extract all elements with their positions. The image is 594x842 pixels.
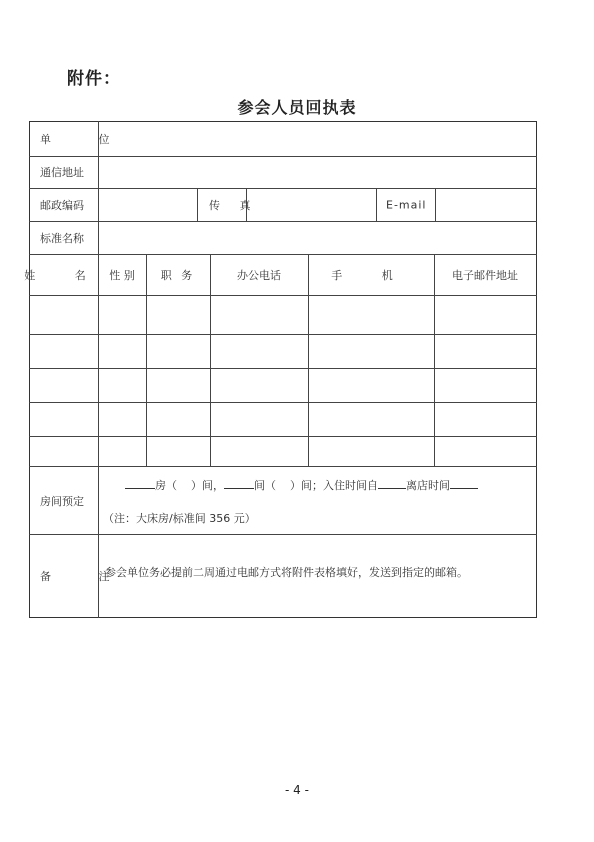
row-divider <box>29 368 537 369</box>
remarks-text: 参会单位务必提前二周通过电邮方式将附件表格填好，发送到指定的邮箱。 <box>105 566 468 579</box>
standard-name-label: 标准名称 <box>40 232 84 245</box>
room-type-close: ）间， <box>191 479 224 492</box>
column-divider <box>434 254 435 466</box>
checkout-label: 离店时间 <box>406 479 450 492</box>
checkout-date-blank[interactable] <box>450 477 478 489</box>
row-divider <box>29 334 537 335</box>
room2-label: 间（ <box>254 479 276 492</box>
column-header-email-address: 电子邮件地址 <box>452 269 518 282</box>
page-number: - 4 - <box>285 783 309 797</box>
column-divider <box>308 254 309 466</box>
address-label: 通信地址 <box>40 166 84 179</box>
room-count-blank[interactable] <box>125 477 155 489</box>
row-divider <box>29 466 537 467</box>
attachment-label: 附件： <box>67 69 121 89</box>
column-header-gender: 性 别 <box>109 269 135 282</box>
remarks-label: 备 注 <box>40 570 132 583</box>
room-booking-label: 房间预定 <box>40 495 84 508</box>
row-divider <box>29 188 537 189</box>
checkin-date-blank[interactable] <box>378 477 406 489</box>
checkin-label: ）间；入住时间自 <box>290 479 378 492</box>
column-header-office-phone: 办公电话 <box>237 269 281 282</box>
column-divider <box>197 188 198 221</box>
row-divider <box>29 295 537 296</box>
row-divider <box>29 534 537 535</box>
row-divider <box>29 156 537 157</box>
column-divider <box>210 254 211 466</box>
column-divider <box>376 188 377 221</box>
column-divider <box>435 188 436 221</box>
column-header-mobile: 手 机 <box>331 269 411 282</box>
room2-count-blank[interactable] <box>224 477 254 489</box>
label-column-divider <box>98 121 99 618</box>
column-header-position: 职 务 <box>160 269 196 282</box>
room-booking-line <box>125 477 478 493</box>
column-divider <box>146 254 147 466</box>
postal-code-label: 邮政编码 <box>40 199 84 212</box>
column-header-name: 姓 名 <box>24 269 104 282</box>
fax-label: 传 真 <box>209 199 259 212</box>
registration-form-table <box>29 121 537 618</box>
row-divider <box>29 402 537 403</box>
unit-label: 单 位 <box>40 133 132 146</box>
room-price-note: （注：大床房/标准间 356 元） <box>103 512 256 525</box>
form-title: 参会人员回执表 <box>237 98 357 117</box>
email-label: E-mail <box>386 198 427 212</box>
row-divider <box>29 221 537 222</box>
row-divider <box>29 254 537 255</box>
row-divider <box>29 436 537 437</box>
room-type-label: 房（ <box>155 479 177 492</box>
